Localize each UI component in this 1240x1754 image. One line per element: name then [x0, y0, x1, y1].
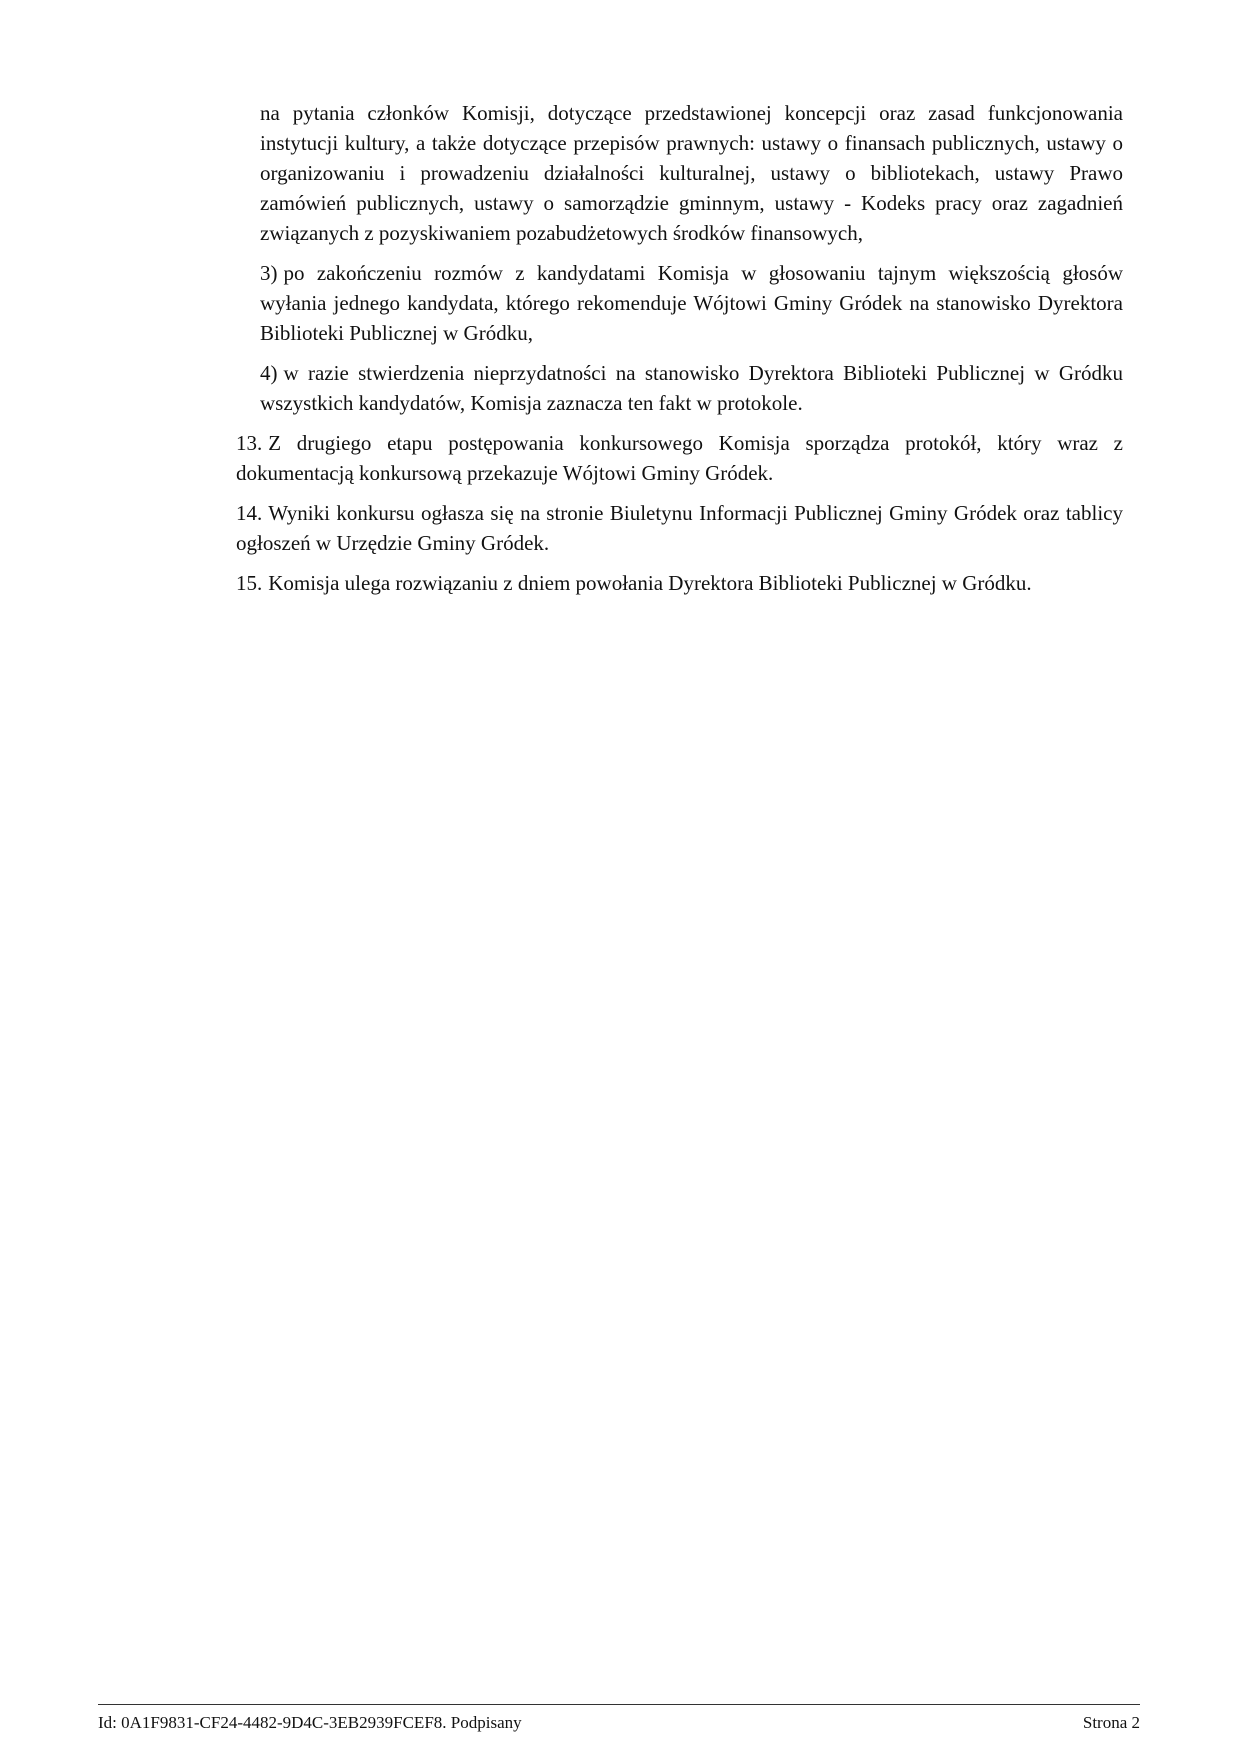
item-14 [236, 498, 1123, 558]
item-text: Wyniki konkursu ogłasza się na stronie Biuletynu Informacji Publicznej Gminy Gródek oraz tablicy ogłoszeń w Urzędzie Gminy Gródek. [236, 501, 1123, 555]
item-text: Komisja ulega rozwiązaniu z dniem powołania Dyrektora Biblioteki Publicznej w Gródku. [268, 571, 1032, 595]
footer-divider [98, 1704, 1140, 1705]
subitem-4 [260, 358, 1123, 418]
subitem-3 [260, 258, 1123, 348]
subitem-number: 4) [260, 361, 278, 385]
item-number: 14. [236, 501, 263, 525]
item-number: 13. [236, 431, 263, 455]
subitem-number: 3) [260, 261, 278, 285]
item-text: Z drugiego etapu postępowania konkursowego Komisja sporządza protokół, który wraz z dokumentacją konkursową przekazuje Wójtowi Gminy Gródek. [236, 431, 1123, 485]
item-13 [236, 428, 1123, 488]
item-number: 15. [236, 571, 263, 595]
subitem-text: w razie stwierdzenia nieprzydatności na stanowisko Dyrektora Biblioteki Publicznej w Gródku wszystkich kandydatów, Komisja zaznacza ten fakt w protokole. [260, 361, 1123, 415]
document-body [236, 98, 1123, 608]
footer-document-id: Id: 0A1F9831-CF24-4482-9D4C-3EB2939FCEF8. Podpisany [98, 1713, 522, 1732]
continuation-paragraph: na pytania członków Komisji, dotyczące przedstawionej koncepcji oraz zasad funkcjonowania instytucji kultury, a także dotyczące przepisów prawnych: ustawy o finansach publicznych, ustawy o organizowaniu i prowadzeniu działalności kulturalnej, ustawy o bibliotekach, ustawy Prawo zamówień publicznych, ustawy o samorządzie gminnym, ustawy - Kodeks pracy oraz zagadnień związanych z pozyskiwaniem pozabudżetowych środków finansowych, [260, 101, 1123, 245]
footer-page-number: Strona 2 [1082, 1713, 1140, 1732]
item-15 [236, 568, 1123, 598]
subitem-text: po zakończeniu rozmów z kandydatami Komisja w głosowaniu tajnym większością głosów wyłania jednego kandydata, którego rekomenduje Wójtowi Gminy Gródek na stanowisko Dyrektora Biblioteki Publicznej w Gródku, [260, 261, 1123, 345]
